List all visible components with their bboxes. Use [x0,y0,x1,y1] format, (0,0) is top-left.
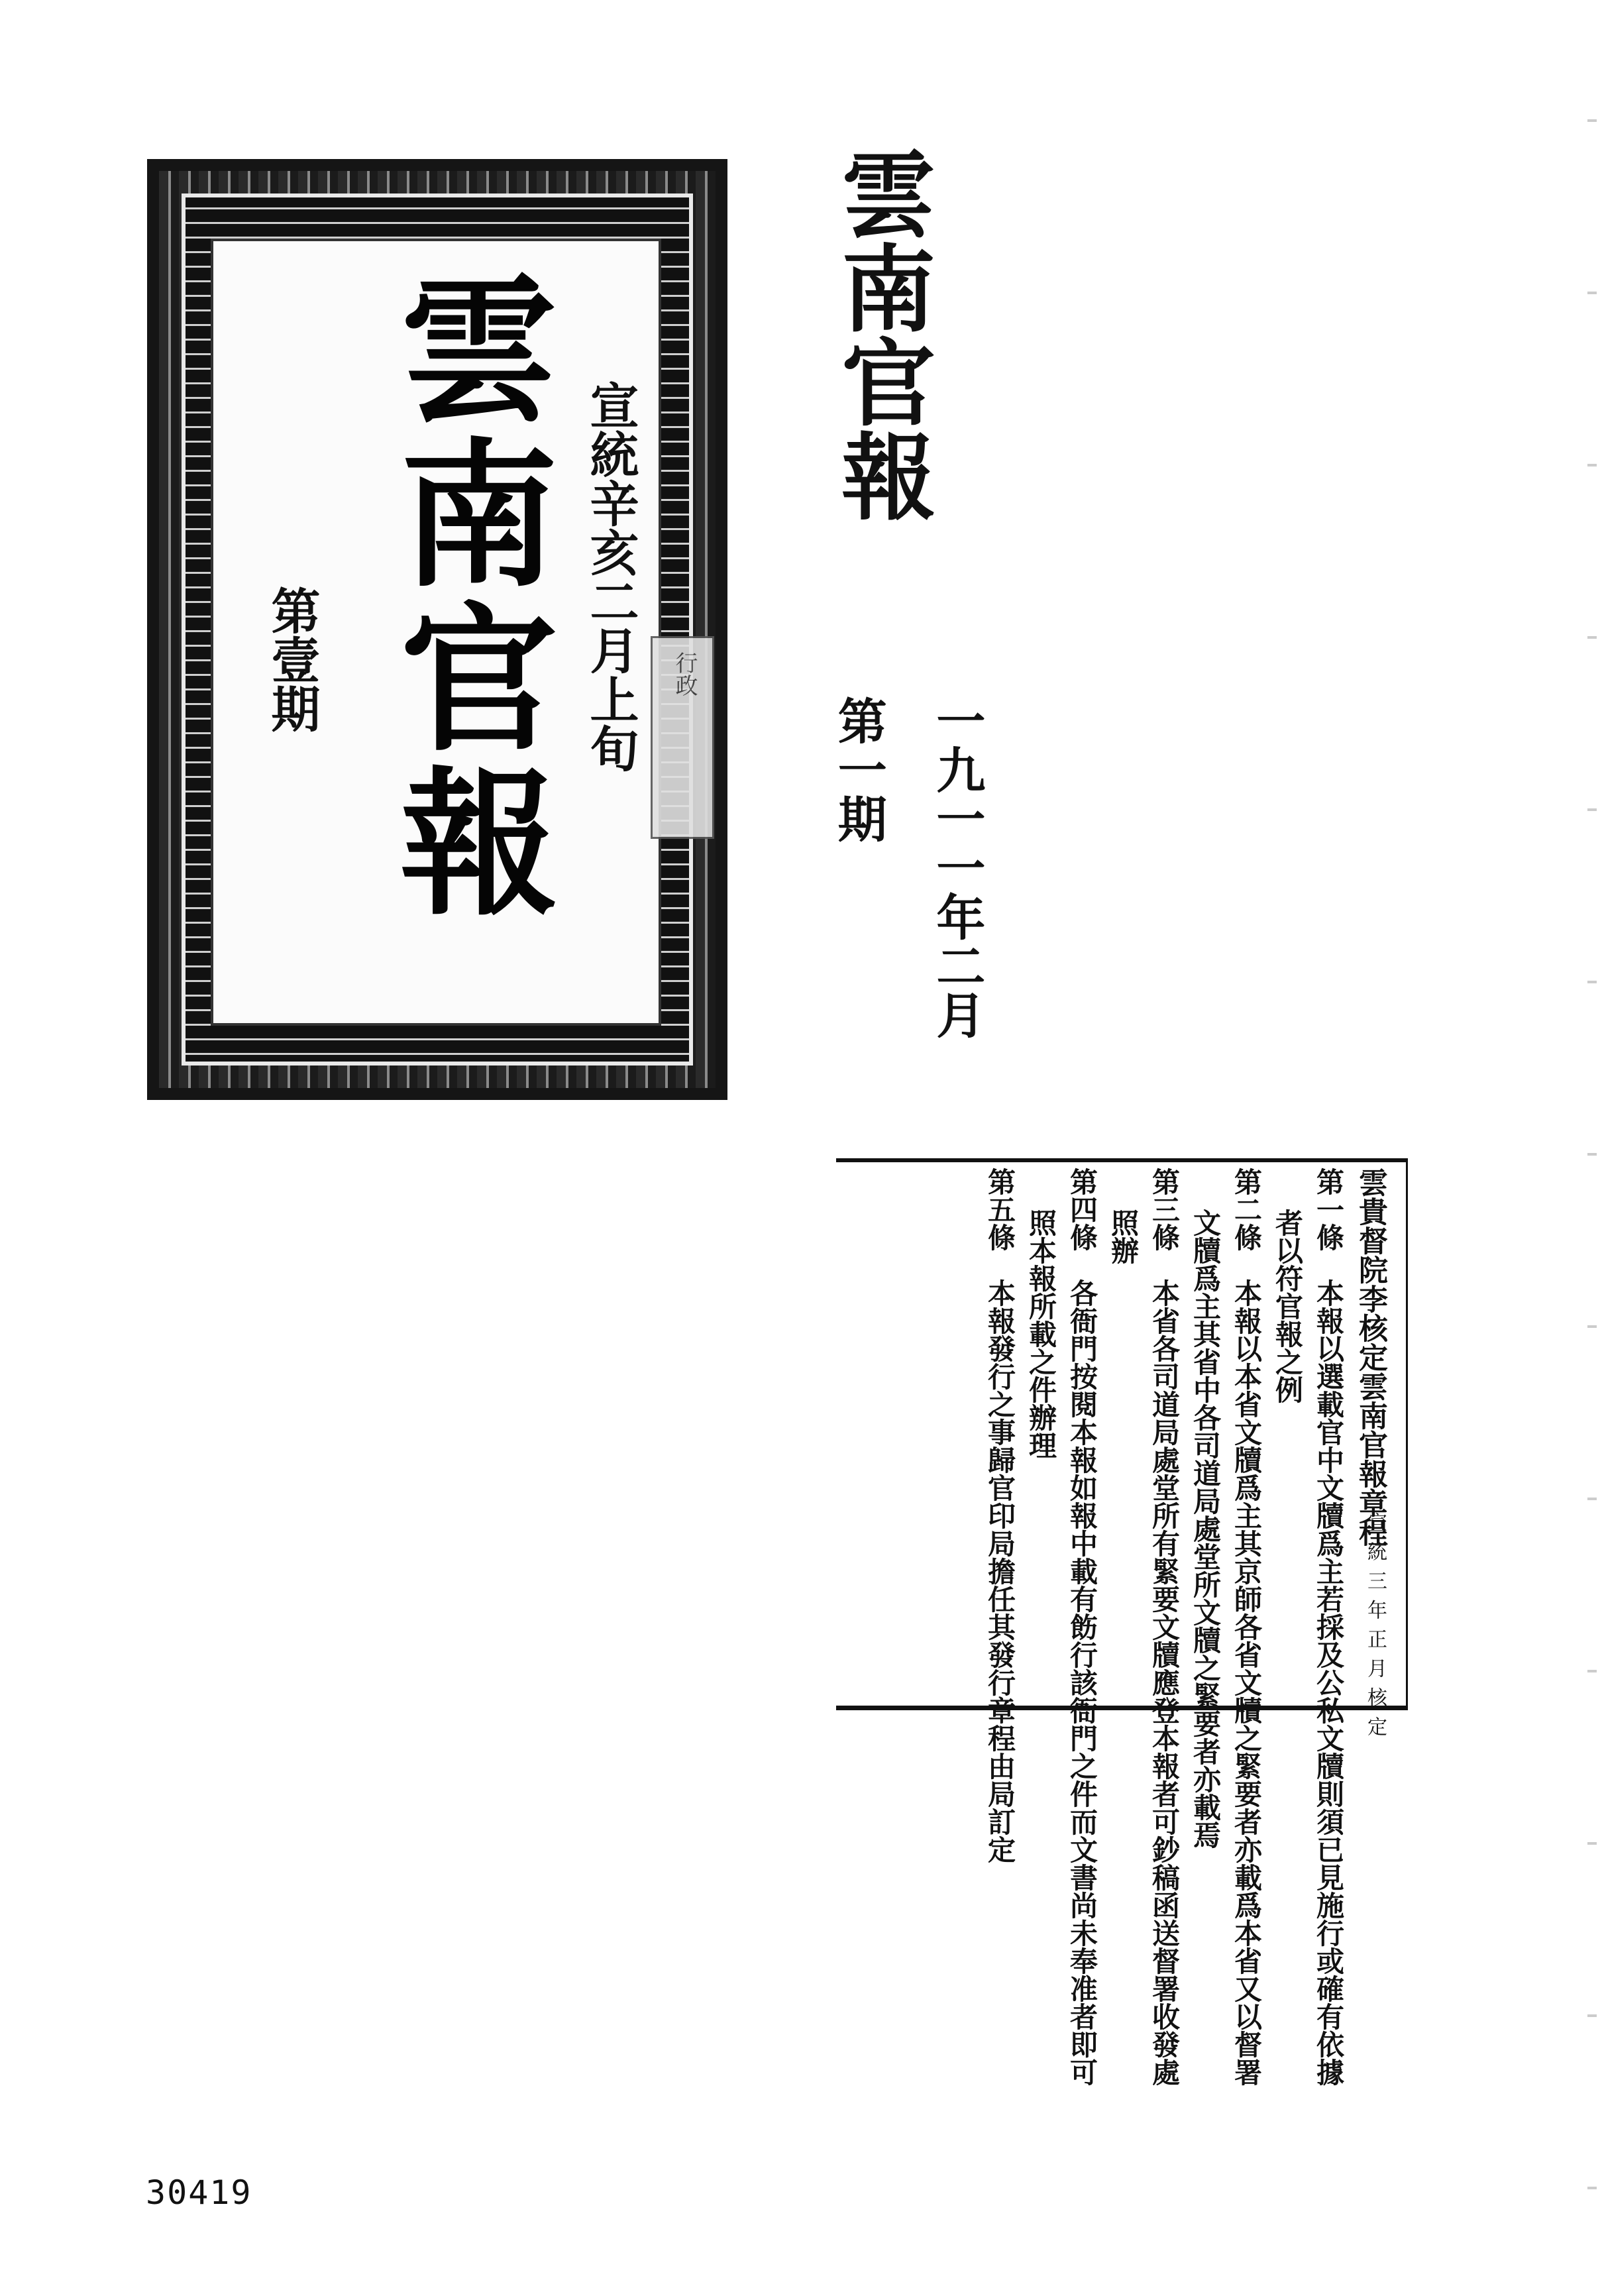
cover-seal [651,636,714,839]
cover-issue: 第壹期 [263,586,321,733]
regulations-date: 宣統三年正月核定 [1363,1512,1387,1745]
cover-image [147,159,727,1100]
regulations-body [845,1168,1401,2086]
article-5: 第五條 本報發行之事歸官印局擔任其發行章程由局訂定 [984,1168,1016,1863]
cover-seal-text: 行政 [671,651,698,696]
scan-edge [1587,0,1597,2296]
article-4: 第四條 各衙門按閱本報如報中載有飭行該衙門之件而文書尚未奉准者即可 [1066,1168,1098,2086]
cover-title: 雲南官報 [374,268,559,925]
article-1: 第一條 本報以選載官中文牘爲主若採及公私文牘則須已見施行或確有依據 [1312,1168,1345,2086]
article-2-cont: 文牘爲主其省中各司道局處堂所文牘之緊要者亦載焉 [1189,1209,1222,1849]
regulations-panel [836,1158,1408,2086]
regulations-title: 雲貴督院李核定雲南官報章程 [1354,1168,1387,1547]
article-3: 第三條 本省各司道局處堂所有緊要文牘應登本報者可鈔稿函送督署收發處 [1148,1168,1181,2086]
cover-panel [211,239,661,1026]
article-4-cont: 照本報所載之件辦理 [1025,1209,1057,1459]
article-1-cont: 者以符官報之例 [1271,1209,1304,1403]
article-2: 第二條 本報以本省文牘爲主其京師各省文牘之緊要者亦載爲本省又以督署 [1230,1168,1263,2086]
page-number: 30419 [146,2173,252,2212]
date-label: 一九一一年二月 [928,696,986,1039]
cover-date: 宣統辛亥二月上旬 [582,380,639,773]
issue-label: 第一期 [829,696,887,843]
page-title: 雲南官報 [826,146,936,522]
article-3-cont: 照辦 [1107,1209,1140,1264]
